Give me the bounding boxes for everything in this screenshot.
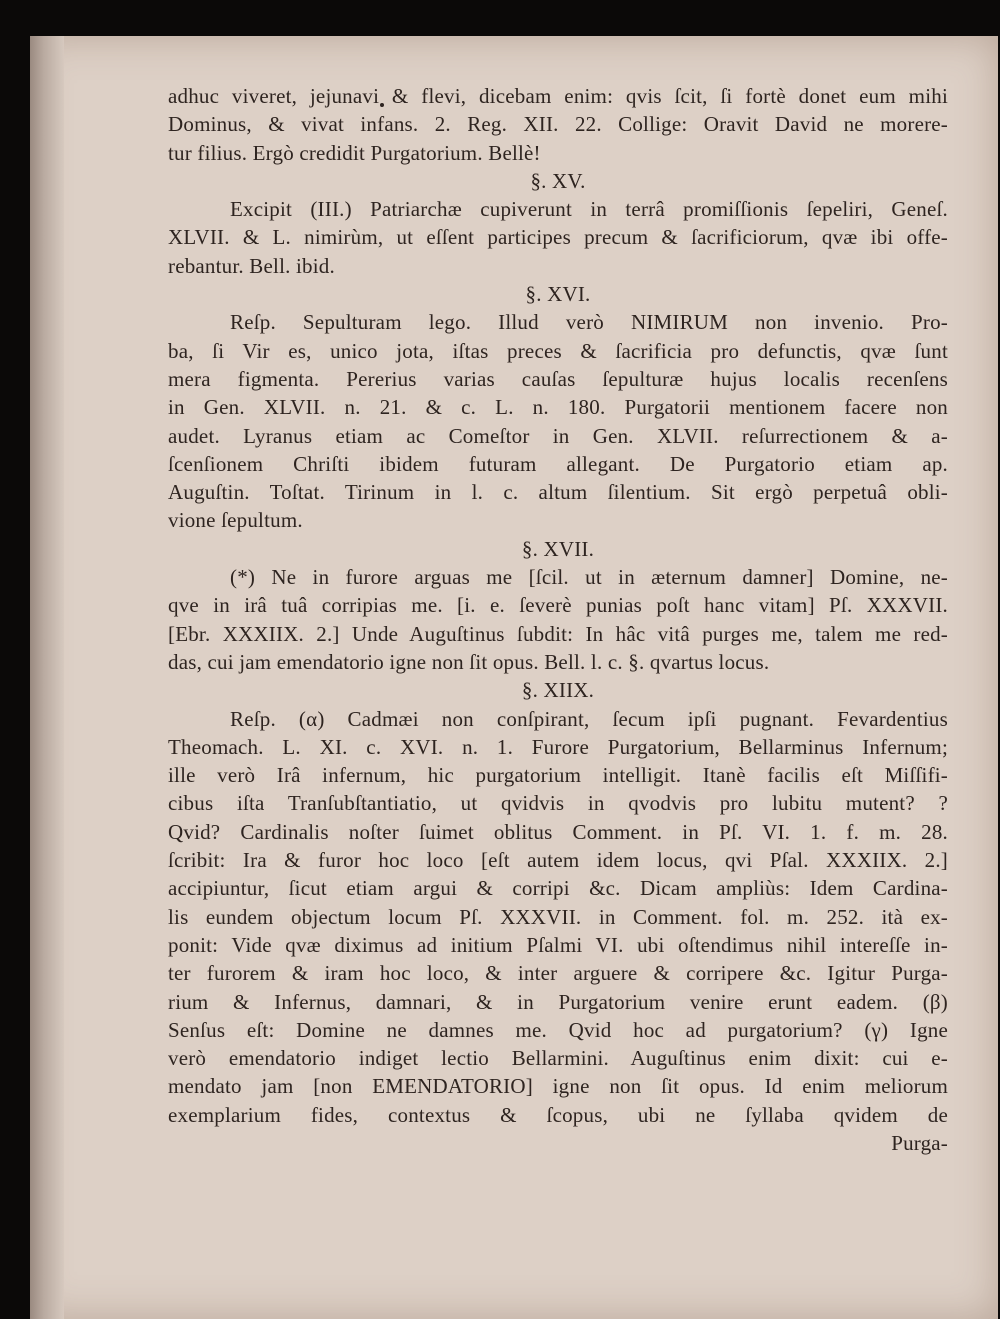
text-line: rebantur. Bell. ibid.	[168, 253, 335, 278]
text-line: XLVII. & L. nimirùm, ut eſſent participes precum & ſacrificiorum, qvæ ibi offe-	[168, 225, 948, 250]
text-line: qve in irâ tuâ corripias me. [i. e. ſeverè punias poſt hanc vitam] Pſ. XXXVII.	[168, 593, 948, 618]
text-line: exemplarium fides, contextus & ſcopus, ubi ne ſyllaba qvidem de	[168, 1102, 948, 1127]
text-line: vione ſepultum.	[168, 508, 303, 533]
text-line: Senſus eſt: Domine ne damnes me. Qvid hoc ad purgatorium? (γ) Igne	[168, 1017, 948, 1042]
text-line: mera figmenta. Pererius varias cauſas ſepulturæ hujus localis recenſens	[168, 366, 948, 391]
text-line: Reſp. Sepulturam lego. Illud verò NIMIRUM non invenio. Pro-	[230, 310, 948, 335]
text-line: in Gen. XLVII. n. 21. & c. L. n. 180. Purgatorii mentionem facere non	[168, 395, 948, 420]
text-line: [Ebr. XXXIIX. 2.] Unde Auguſtinus ſubdit: In hâc vitâ purges me, talem me red-	[168, 621, 948, 646]
page-binding-shadow	[30, 36, 64, 1319]
text-line: tur filius. Ergò credidit Purgatorium. Bellè!	[168, 140, 541, 165]
text-line: cibus iſta Tranſubſtantiatio, ut qvidvis in qvodvis pro lubitu mutent? ?	[168, 791, 948, 816]
text-line: accipiuntur, ſicut etiam argui & corripi &c. Dicam ampliùs: Idem Cardina-	[168, 876, 948, 901]
text-line: mendato jam [non EMENDATORIO] igne non ſit opus. Id enim meliorum	[168, 1074, 948, 1099]
text-line: das, cui jam emendatorio igne non ſit opus. Bell. l. c. §. qvartus locus.	[168, 649, 770, 674]
text-line: Auguſtin. Toſtat. Tirinum in l. c. altum ſilentium. Sit ergò perpetuâ obli-	[168, 480, 948, 505]
text-line: ille verò Irâ infernum, hic purgatorium intelligit. Itanè facilis eſt Miſſifi-	[168, 763, 948, 788]
text-line: Theomach. L. XI. c. XVI. n. 1. Furore Purgatorium, Bellarminus Infernum;	[168, 734, 948, 759]
section-heading: §. XIIX.	[521, 678, 595, 703]
section-heading: §. XVI.	[525, 282, 591, 307]
text-line: Reſp. (α) Cadmæi non conſpirant, ſecum ipſi pugnant. Fevardentius	[230, 706, 948, 731]
text-line: ter furorem & iram hoc loco, & inter arguere & corripere &c. Igitur Purga-	[168, 961, 948, 986]
page-text	[168, 82, 948, 1157]
text-line: ſcribit: Ira & furor hoc loco [eſt autem idem locus, qvi Pſal. XXXIIX. 2.]	[168, 848, 948, 873]
text-line: Dominus, & vivat infans. 2. Reg. XII. 22. Collige: Oravit David ne morere-	[168, 112, 948, 137]
text-line: (*) Ne in furore arguas me [ſcil. ut in æternum damner] Domine, ne-	[230, 565, 948, 590]
text-line: adhuc viveret, jejunavi & flevi, dicebam enim: qvis ſcit, ſi fortè donet eum mihi	[168, 84, 948, 108]
section-heading: §. XVII.	[521, 536, 595, 561]
text-line: ſcenſionem Chriſti ibidem futuram allegant. De Purgatorio etiam ap.	[168, 451, 948, 476]
text-line: ba, ſi Vir es, unico jota, iſtas preces & ſacrificia pro defunctis, qvæ ſunt	[168, 338, 948, 363]
text-line: rium & Infernus, damnari, & in Purgatorium venire erunt eadem. (β)	[168, 989, 948, 1014]
text-line: ponit: Vide qvæ diximus ad initium Pſalmi VI. ubi oſtendimus nihil intereſſe in-	[168, 932, 948, 957]
section-heading: §. XV.	[530, 168, 586, 193]
text-line: Qvid? Cardinalis noſter ſuimet oblitus Comment. in Pſ. VI. 1. f. m. 28.	[168, 819, 948, 844]
text-line: Excipit (III.) Patriarchæ cupiverunt in terrâ promiſſionis ſepeliri, Geneſ.	[230, 197, 948, 222]
text-line: lis eundem objectum locum Pſ. XXXVII. in Comment. fol. m. 252. ità ex-	[168, 904, 948, 929]
text-line: verò emendatorio indiget lectio Bellarmini. Auguſtinus enim dixit: cui e-	[168, 1046, 948, 1071]
text-line: audet. Lyranus etiam ac Comeſtor in Gen. XLVII. reſurrectionem & a-	[168, 423, 948, 448]
catchword: Purga-	[891, 1130, 948, 1155]
